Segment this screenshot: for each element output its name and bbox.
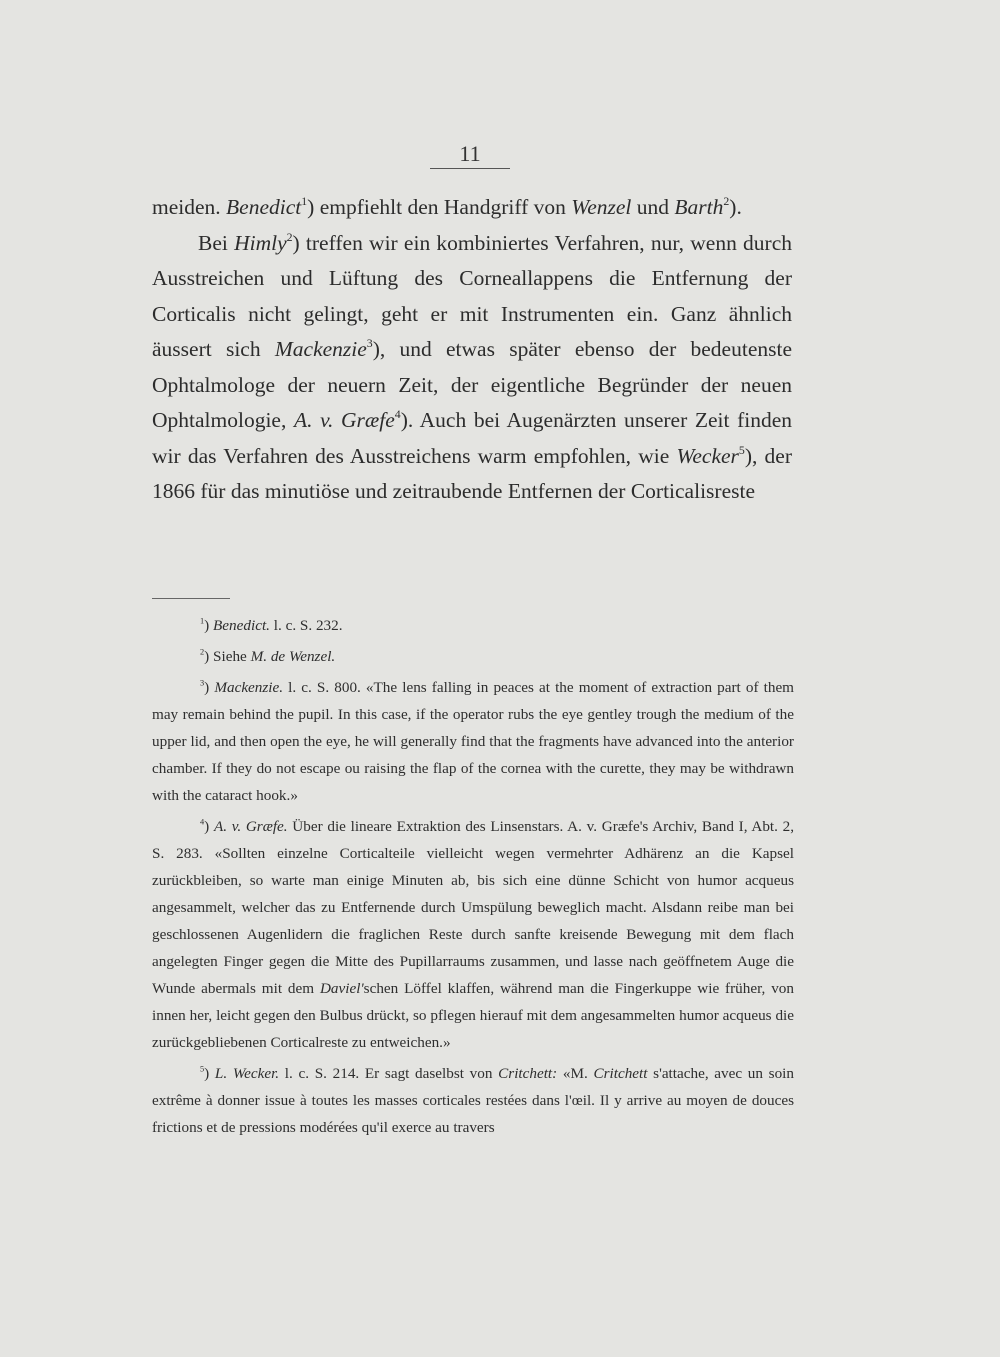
footnote-separator	[152, 598, 230, 599]
page-number: 11	[459, 141, 481, 166]
text-run: s'attache, avec un soin extrême à donner issue à toutes les masses corticales restées dans l'œil. Il y arrive au moyen de douces frictions et de pressions modérées qu'il exerce au travers	[152, 1065, 794, 1136]
author-name: Benedict.	[213, 617, 270, 634]
main-paragraph-1	[152, 190, 792, 226]
author-name: Critchett	[593, 1065, 648, 1082]
text-run: «M.	[557, 1065, 594, 1082]
footnote-2: $^2$) Siehe M. de Wenzel.	[200, 647, 336, 665]
footnote-ref: 2	[286, 229, 293, 244]
author-name: Wecker	[676, 443, 739, 468]
footnote-number: 1	[200, 616, 205, 626]
footnote-4: $^4$) A. v. Græfe. Über die lineare Extraktion des Linsenstars. A. v. Græfe's Archiv, Band I, Abt. 2, S. 283. «Sollten einzelne Corticalteile vielleicht wegen vermehrter Adhärenz an die Kapsel zurückbleiben, so warte man einige Minuten ab, bis sich eine dünne Schicht von humor acqueus angesammelt, welcher das zu Entfernende durch Umspülung beweglich macht. Alsdann reibe man bei geschlossenen Augenlidern die fraglichen Reste durch sanfte kreisende Bewegung mit dem flach angelegten Finger gegen die Mitte des Pupillarraums zusammen, und lasse nach geöffnetem Auge die Wunde abermals mit dem Daviel'schen Löffel klaffen, während man die Fingerkuppe wie früher, von innen her, leicht gegen den Bulbus drückt, so pflegen hierauf mit dem angesammelten humor acqueus die zurückgebliebenen Corticalreste zu entweichen.»	[152, 817, 795, 1051]
author-name: Mackenzie.	[214, 679, 284, 696]
footnotes	[152, 612, 794, 1145]
author-name: Barth	[674, 195, 724, 219]
footnote-number: 3	[200, 678, 205, 688]
author-name: L. Wecker.	[214, 1065, 280, 1082]
text-run: und	[631, 195, 675, 219]
text-run: ), und etwas später ebenso der bedeutenste Ophtalmologe der neuern Zeit, der eigentliche Begründer der neuen Ophtalmologie,	[152, 337, 792, 432]
text-run: ).	[729, 195, 742, 219]
text-run: schen Löffel klaffen, während man die Fingerkuppe wie früher, von innen her, leicht gegen den Bulbus drückt, so pflegen hierauf mit dem angesammelten humor acqueus die zurückgebliebenen Corticalreste zu entweichen.»	[152, 980, 794, 1051]
author-name: Critchett:	[498, 1065, 558, 1082]
footnote-ref: 5	[738, 442, 745, 457]
footnote-number: 2	[200, 647, 205, 657]
footnote-3: $^3$) Mackenzie. l. c. S. 800. «The lens falling in peaces at the moment of extraction part of them may remain behind the pupil. In this case, if the operator rubs the eye gentley trough the medium of the upper lid, and then open the eye, he will generally find that the fragments have advanced into the anterior chamber. If they do not escape ou raising the flap of the cornea with the curette, they may be withdrawn with the cataract hook.»	[152, 678, 794, 804]
text-run: ) treffen wir ein kombiniertes Verfahren, nur, wenn durch Ausstreichen und Lüftung des Corneallappens die Entfernung der Corticalis nicht gelingt, geht er mit Instrumenten ein. Ganz ähnlich äussert sich	[152, 230, 792, 361]
text-run: Siehe	[209, 648, 251, 665]
main-text	[152, 190, 792, 510]
author-name: Benedict	[226, 195, 302, 219]
author-name: A. v. Græfe	[293, 408, 395, 432]
text-run: Bei	[198, 230, 235, 255]
footnote-ref: 4	[394, 407, 401, 422]
author-name: Mackenzie	[274, 337, 367, 361]
text-run: ) empfiehlt den Handgriff von	[307, 195, 572, 219]
text-run: l. c. S. 214. Er sagt daselbst von	[279, 1065, 499, 1082]
author-name: Wenzel	[571, 195, 632, 219]
author-name: A. v. Græfe.	[213, 818, 288, 835]
author-name: Daviel'	[319, 980, 364, 997]
footnote-number: 4	[200, 817, 205, 827]
text-run: Über die lineare Extraktion des Linsenstars. A. v. Græfe's Archiv, Band I, Abt. 2, S. 283. «Sollten einzelne Corticalteile vielleicht wegen vermehrter Adhärenz an die Kapsel zurückbleiben, so warte man einige Minuten ab, bis sich eine dünne Schicht von humor acqueus angesammelt, welcher das zu Entfernende durch Umspülung beweglich macht. Alsdann reibe man bei geschlossenen Augenlidern die fraglichen Reste durch sanfte kreisende Bewegung mit dem flach angelegten Finger gegen die Mitte des Pupillarraums zusammen, und lasse nach geöffnetem Auge die Wunde abermals mit dem	[152, 818, 795, 997]
footnote-1: $^1$) Benedict. l. c. S. 232.	[200, 616, 343, 634]
text-run: ), der 1866 für das minutiöse und zeitraubende Entfernen der Corticalisreste	[152, 443, 792, 503]
page-number-rule	[430, 168, 510, 169]
footnote-5: $^5$) L. Wecker. l. c. S. 214. Er sagt daselbst von Critchett: «M. Critchett s'attache, avec un soin extrême à donner issue à toutes les masses corticales restées dans l'œil. Il y arrive au moyen de douces frictions et de pressions modérées qu'il exerce au travers	[152, 1064, 794, 1136]
main-paragraph-2	[152, 226, 792, 510]
author-name: Himly	[234, 230, 287, 255]
footnote-ref: 2	[723, 194, 730, 209]
footnote-ref: 3	[366, 336, 373, 351]
text-run: l. c. S. 232.	[269, 617, 343, 634]
footnote-ref: 1	[301, 194, 308, 209]
text-run: l. c. S. 800. «The lens falling in peaces at the moment of extraction part of them may remain behind the pupil. In this case, if the operator rubs the eye gentley trough the medium of the upper lid, and then open the eye, he will generally find that the fragments have advanced into the anterior chamber. If they do not escape ou raising the flap of the cornea with the curette, they may be withdrawn with the cataract hook.»	[152, 679, 794, 804]
footnote-number: 5	[200, 1064, 205, 1074]
author-name: M. de Wenzel.	[250, 648, 336, 665]
text-run: ). Auch bei Augenärzten unserer Zeit finden wir das Verfahren des Ausstreichens warm empfohlen, wie	[152, 408, 792, 468]
text-run: meiden.	[152, 195, 227, 219]
